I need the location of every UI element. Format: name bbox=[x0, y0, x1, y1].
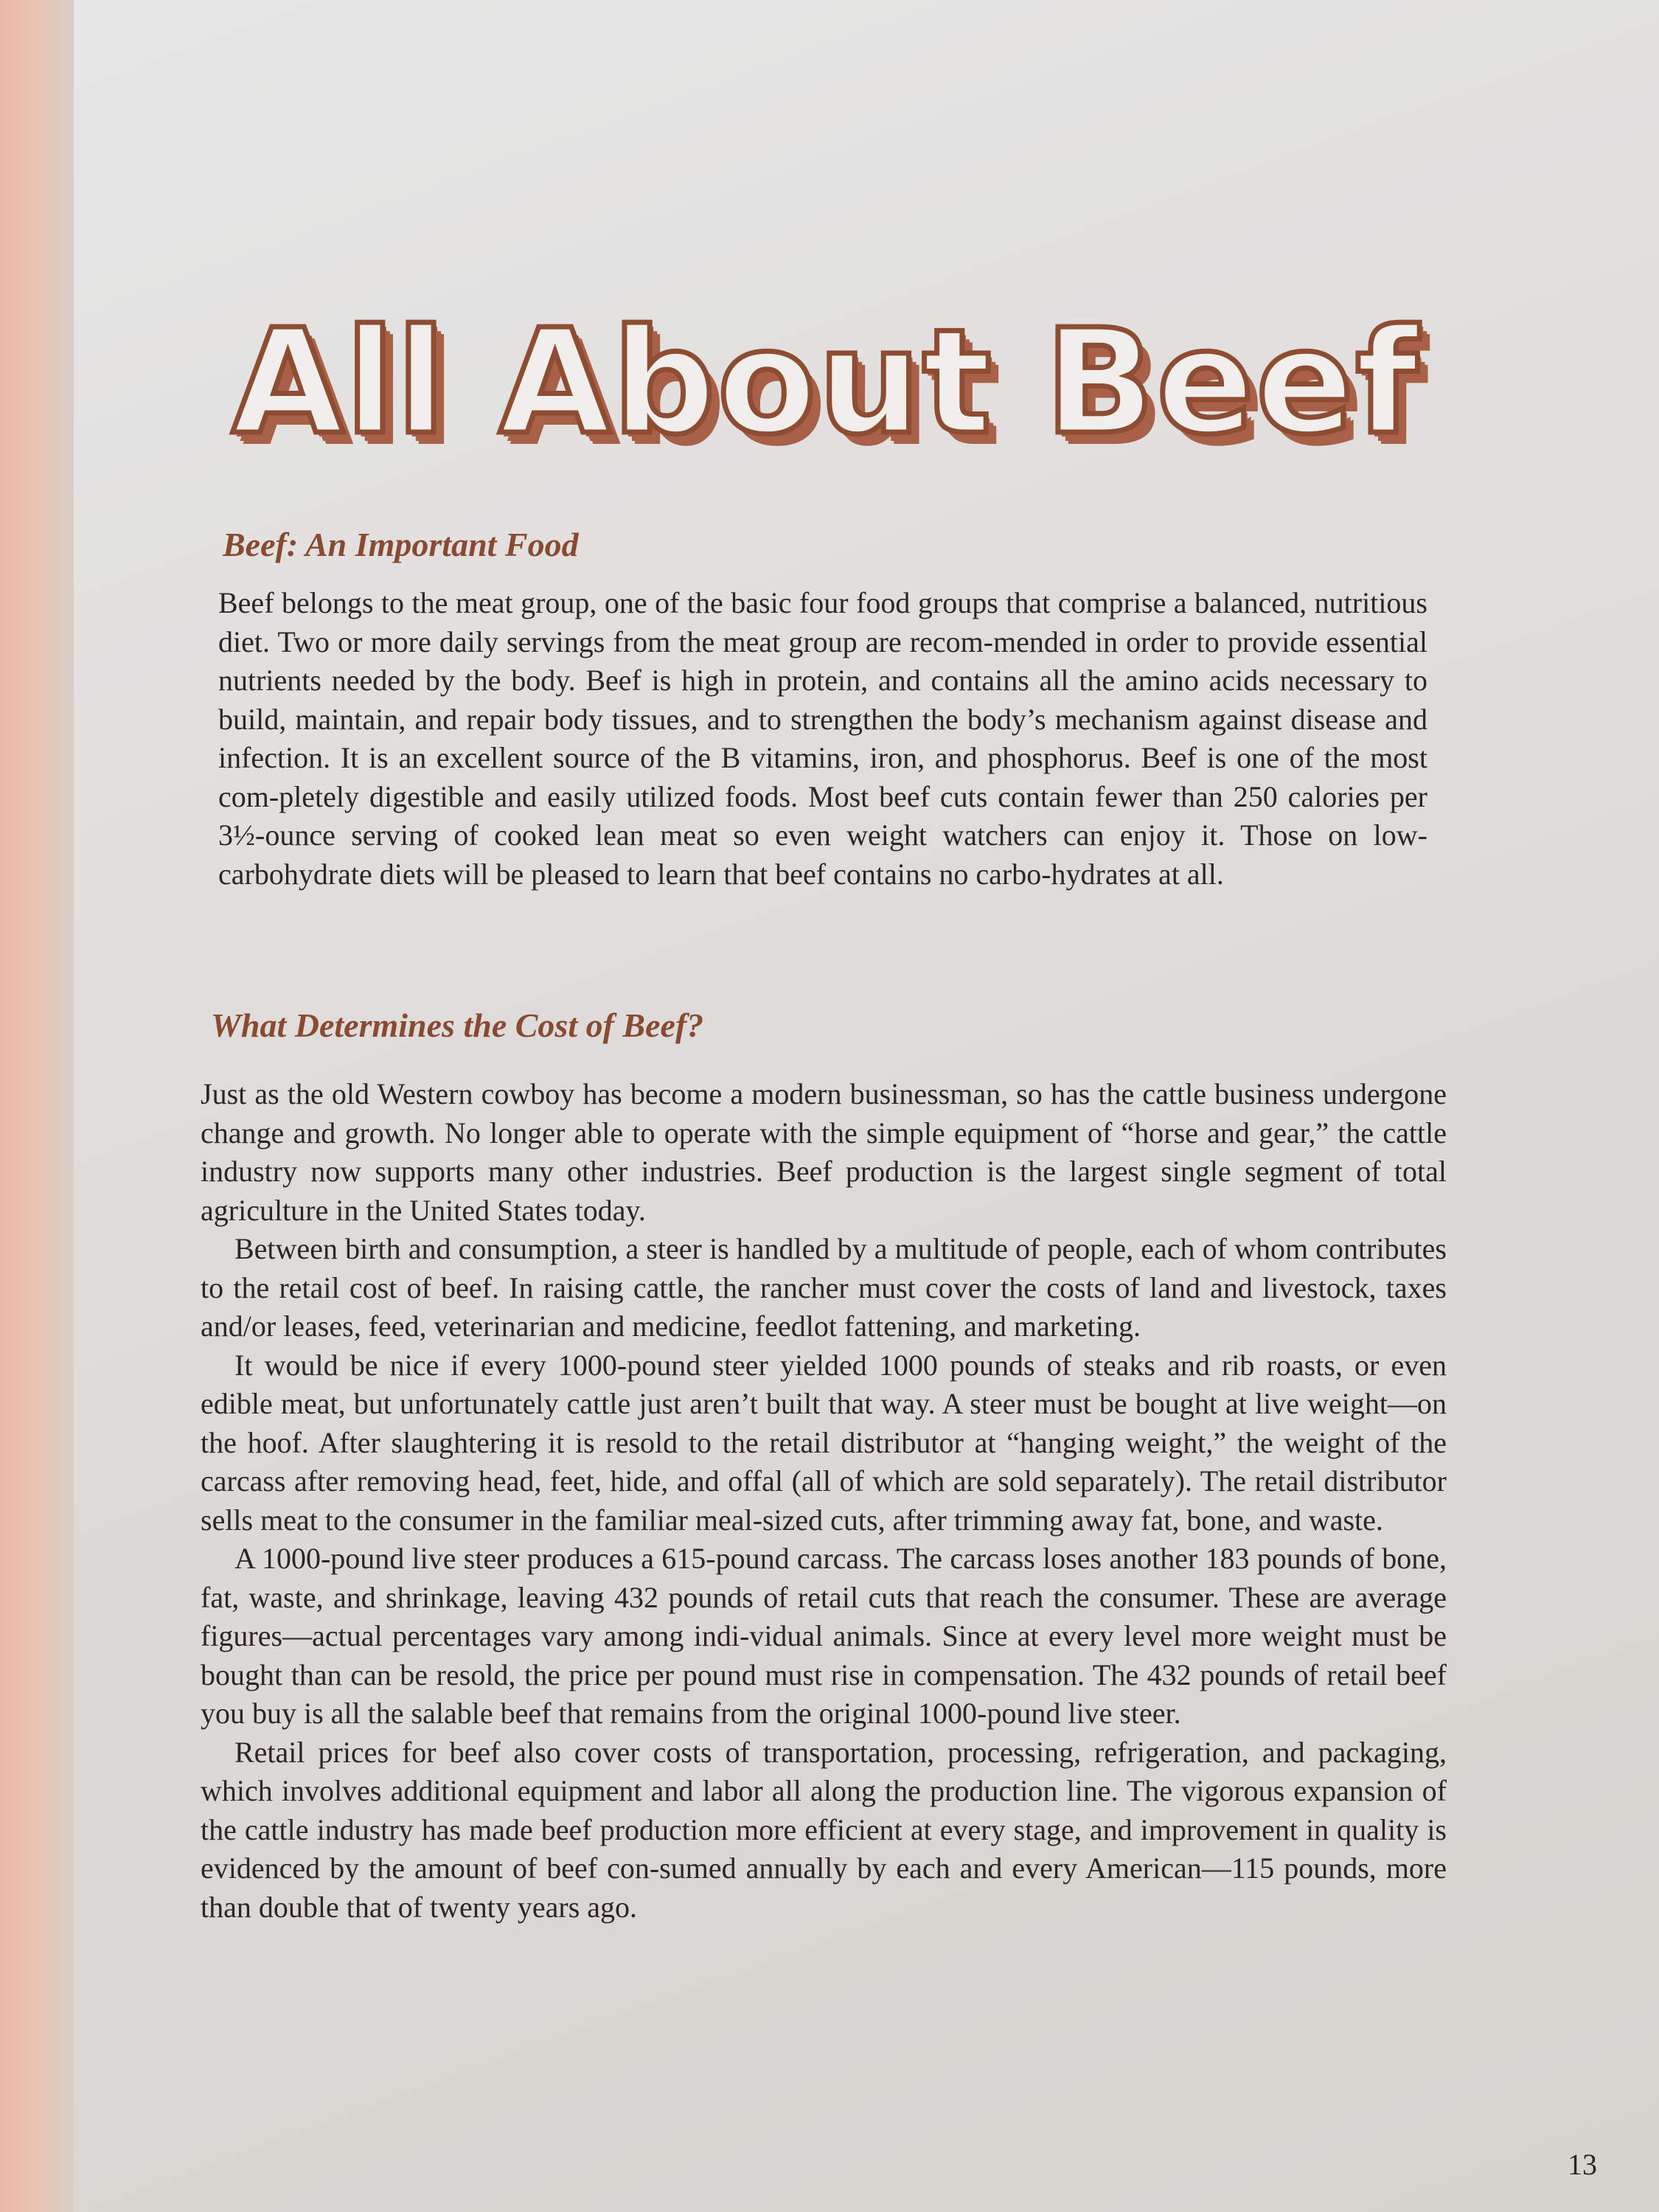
paragraph: It would be nice if every 1000-pound steer yielded 1000 pounds of steaks and rib roasts, or even edible meat, but unfortunately cattle just aren’t built that way. A steer must be bought at live weight—on the hoof. After slaughtering it is resold to the retail distributor at “hanging weight,” the weight of the carcass after removing head, feet, hide, and offal (all of which are sold separately). The retail distributor sells meat to the consumer in the familiar meal-sized cuts, after trimming away fat, bone, and waste. bbox=[201, 1348, 1447, 1537]
paragraph: A 1000-pound live steer produces a 615-pound carcass. The carcass loses another 183 pounds of bone, fat, waste, and shrinkage, leaving 432 pounds of retail cuts that reach the consumer. These are average figures—actual percentages vary among indi-vidual animals. Since at every level more weight must be bought than can be resold, the price per pound must rise in compensation. The 432 pounds of retail beef you buy is all the salable beef that remains from the original 1000-pound live steer. bbox=[201, 1542, 1447, 1730]
paragraph: Retail prices for beef also cover costs of transportation, processing, refrigeration, and packaging, which involves additional equipment and labor all along the production line. The vigorous expansion of the cattle industry has made beef production more efficient at every stage, and improvement in quality is evidenced by the amount of beef con-sumed annually by each and every American—115 pounds, more than double that of twenty years ago. bbox=[201, 1735, 1447, 1924]
section-body-cost-of-beef bbox=[201, 1075, 1447, 1927]
paragraph: Between birth and consumption, a steer is handled by a multitude of people, each of whom contributes to the retail cost of beef. In raising cattle, the rancher must cover the costs of land and livestock, taxes and/or leases, feed, veterinarian and medicine, feedlot fattening, and marketing. bbox=[201, 1232, 1447, 1343]
page-title: All About Beef bbox=[232, 299, 1420, 467]
section-heading-important-food: Beef: An Important Food bbox=[223, 526, 579, 563]
section-heading-cost-of-beef: What Determines the Cost of Beef? bbox=[211, 1006, 704, 1044]
section-body-important-food bbox=[218, 584, 1427, 894]
page-number: 13 bbox=[1568, 2148, 1597, 2181]
paragraph: Just as the old Western cowboy has become a modern businessman, so has the cattle business undergone change and growth. No longer able to operate with the simple equipment of “horse and gear,” the cattle industry now supports many other industries. Beef production is the largest single segment of total agriculture in the United States today. bbox=[201, 1077, 1447, 1227]
page-edge bbox=[0, 0, 74, 2212]
paragraph: Beef belongs to the meat group, one of the basic four food groups that comprise a balanced, nutritious diet. Two or more daily servings from the meat group are recom-mended in order to provide essential nutrients needed by the body. Beef is high in protein, and contains all the amino acids necessary to build, maintain, and repair body tissues, and to strengthen the body’s mechanism against disease and infection. It is an excellent source of the B vitamins, iron, and phosphorus. Beef is one of the most com-pletely digestible and easily utilized foods. Most beef cuts contain fewer than 250 calories per 3½-ounce serving of cooked lean meat so even weight watchers can enjoy it. Those on low-carbohydrate diets will be pleased to learn that beef contains no carbo-hydrates at all. bbox=[218, 586, 1427, 891]
